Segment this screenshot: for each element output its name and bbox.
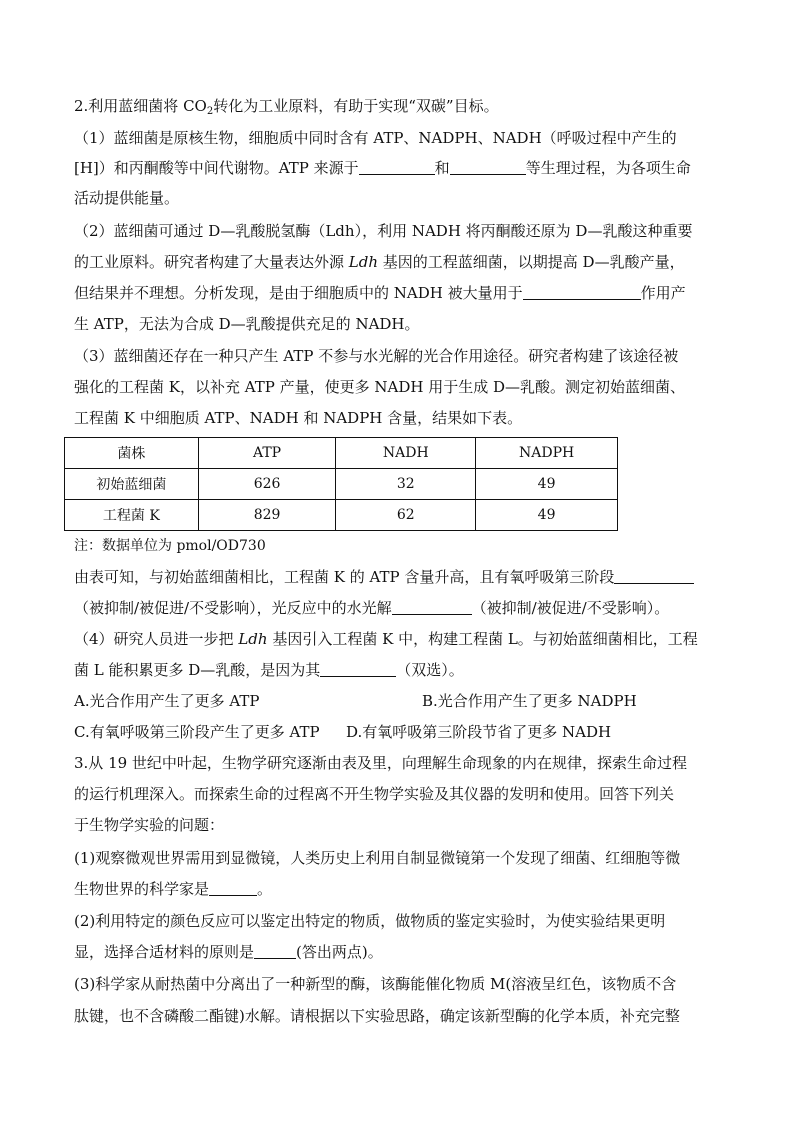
q2-part4-line2: 菌 L 能积累更多 D—乳酸，是因为其 （双选）。 — [74, 661, 464, 679]
option-b[interactable]: B.光合作用产生了更多 NADPH — [422, 692, 637, 710]
option-a[interactable]: A.光合作用产生了更多 ATP — [74, 692, 260, 710]
q2-part3-line1: （3）蓝细菌还存在一种只产生 ATP 不参与水光解的光合作用途径。研究者构建了该途径被 — [74, 347, 679, 365]
question-3-line2: 的运行机理深入。而探索生命的过程离不开生物学实验及其仪器的发明和使用。回答下列关 — [74, 785, 675, 803]
q3-part3-line2: 肽键，也不含磷酸二酯键)水解。请根据以下实验思路，确定该新型酶的化学本质，补充完整 — [74, 1007, 680, 1025]
answer-blank[interactable] — [209, 881, 257, 896]
q3-part2-line1: (2)利用特定的颜色反应可以鉴定出特定的物质，做物质的鉴定实验时，为使实验结果更明 — [74, 912, 666, 930]
table-header: NADH — [336, 438, 476, 469]
q2-part2-line4: 生 ATP，无法为合成 D—乳酸提供充足的 NADH。 — [74, 315, 420, 333]
q3-part1-line1: (1)观察微观世界需用到显微镜，人类历史上利用自制显微镜第一个发现了细菌、红细胞等微 — [74, 849, 681, 867]
q3-part3-line1: (3)科学家从耐热菌中分离出了一种新型的酶，该酶能催化物质 M(溶液呈红色，该物质不含 — [74, 975, 677, 993]
table-cell: 62 — [336, 500, 476, 531]
option-d[interactable]: D.有氧呼吸第三阶段节省了更多 NADH — [346, 723, 612, 741]
table-note: 注：数据单位为 pmol/OD730 — [74, 538, 266, 554]
options-row-2 — [74, 722, 724, 742]
answer-blank[interactable] — [392, 600, 472, 615]
table-row — [65, 500, 618, 531]
table-cell: 49 — [476, 500, 618, 531]
question-2-title: 2.利用蓝细菌将 $CO_2$转化为工业原料，有助于实现“双碳”目标。 — [74, 97, 499, 117]
q2-part3-line5: （被抑制/被促进/不受影响），光反应中的水光解 （被抑制/被促进/不受影响）。 — [74, 599, 670, 617]
q2-part2-line2: 的工业原料。研究者构建了大量表达外源 Ldh 基因的工程蓝细菌，以期提高 D—乳酸产量， — [74, 253, 685, 271]
q2-part2-line3: 但结果并不理想。分析发现，是由于细胞质中的 NADH 被大量用于 作用产 — [74, 284, 686, 302]
options-row-1 — [74, 691, 724, 711]
q2-part1-line1: （1）蓝细菌是原核生物，细胞质中同时含有 ATP、NADPH、NADH（呼吸过程中产生的 — [74, 129, 677, 147]
q2-part3-line4: 由表可知，与初始蓝细菌相比，工程菌 K 的 ATP 含量升高，且有氧呼吸第三阶段 — [74, 567, 724, 587]
q2-part1-line2: [H]）和丙酮酸等中间代谢物。ATP 来源于 和 等生理过程，为各项生命 — [74, 159, 691, 177]
answer-blank[interactable] — [254, 944, 296, 959]
option-c[interactable]: C.有氧呼吸第三阶段产生了更多 ATP — [74, 723, 320, 741]
answer-blank[interactable] — [614, 569, 694, 584]
answer-blank[interactable] — [523, 285, 641, 300]
table-cell: 32 — [336, 469, 476, 500]
q3-part2-line2: 显，选择合适材料的原则是 (答出两点)。 — [74, 943, 383, 961]
table-cell: 初始蓝细菌 — [65, 469, 199, 500]
q2-part3-line2: 强化的工程菌 K，以补充 ATP 产量，使更多 NADH 用于生成 D—乳酸。测定初始蓝细菌、 — [74, 378, 686, 396]
data-table — [64, 437, 618, 531]
table-cell: 829 — [198, 500, 336, 531]
question-3-line3: 于生物学实验的问题： — [74, 816, 225, 834]
table-header-row — [65, 438, 618, 469]
answer-blank[interactable] — [359, 160, 435, 175]
q3-part1-line2: 生物世界的科学家是 。 — [74, 880, 273, 898]
q2-part4-line1: （4）研究人员进一步把 Ldh 基因引入工程菌 K 中，构建工程菌 L。与初始蓝细菌相比，工程 — [74, 630, 698, 648]
table-header: NADPH — [476, 438, 618, 469]
table-header: 菌株 — [65, 438, 199, 469]
q2-part1-line3: 活动提供能量。 — [74, 189, 180, 207]
question-3-line1: 3.从 19 世纪中叶起，生物学研究逐渐由表及里，向理解生命现象的内在规律，探索生命过程 — [74, 754, 687, 772]
q2-part2-line1: （2）蓝细菌可通过 D—乳酸脱氢酶（Ldh），利用 NADH 将丙酮酸还原为 D—乳酸这种重要 — [74, 222, 693, 240]
answer-blank[interactable] — [450, 160, 526, 175]
table-cell: 626 — [198, 469, 336, 500]
answer-blank[interactable] — [320, 662, 396, 677]
q2-part3-line3: 工程菌 K 中细胞质 ATP、NADH 和 NADPH 含量，结果如下表。 — [74, 409, 523, 427]
table-row — [65, 469, 618, 500]
table-header: ATP — [198, 438, 336, 469]
table-cell: 49 — [476, 469, 618, 500]
table-cell: 工程菌 K — [65, 500, 199, 531]
